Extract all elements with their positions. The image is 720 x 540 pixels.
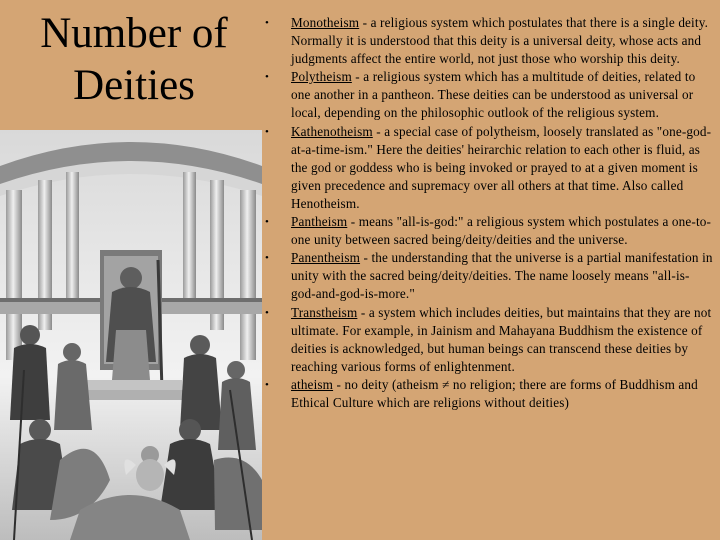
bullet: • [265, 216, 270, 229]
olympian-gods-engraving [0, 130, 262, 540]
definition-text: - a religious system which has a multitude of deities, related to one another in a pantheon. These deities can be understood as universal or local, depending on the philosophic outlook of the religious system. [291, 69, 696, 121]
bullet: • [265, 125, 270, 138]
definition-text: - a system which includes deities, but maintains that they are not ultimate. For example, in Jainism and Mahayana Buddhism the existence of deities is acknowledged, but human beings can transcend these deities by reaching various forms of enlightenment. [291, 304, 712, 374]
term-atheism: atheism [291, 376, 334, 392]
term-panentheism: Panentheism [291, 250, 361, 266]
bullet: • [265, 378, 270, 391]
bullet: • [265, 17, 270, 29]
list-item [262, 68, 714, 122]
list-item [262, 14, 714, 68]
term-kathenotheism: Kathenotheism [291, 123, 373, 139]
definition-text: - a religious system which postulates that there is a single deity. Normally it is understood that this deity is a universal deity, whose acts and judgments affect the entire world, not just those who worship this deity. [291, 15, 709, 67]
deity-definitions-list [262, 14, 714, 412]
bullet: • [265, 252, 270, 265]
definition-text: - no deity (atheism ≠ no religion; there are forms of Buddhism and Ethical Culture which are religions without deities) [291, 376, 698, 410]
bullet: • [265, 306, 270, 319]
list-item [262, 304, 714, 376]
list-item [262, 376, 714, 412]
slide-title [14, 8, 254, 112]
slide-title-line-2: Deities [73, 62, 195, 109]
list-item [262, 213, 714, 249]
list-item [262, 249, 714, 303]
term-polytheism: Polytheism [291, 69, 352, 85]
term-monotheism: Monotheism [291, 15, 360, 30]
slide-title-line-1: Number of [40, 10, 228, 57]
definition-text: - means "all-is-god:" a religious system which postulates a one-to-one unity between sacred being/deity/deities and the universe. [291, 214, 712, 248]
definition-text: - the understanding that the universe is a partial manifestation in unity with the sacred being/deity/deities. The name loosely means "all-is-god-and-god-is-more." [291, 250, 713, 302]
term-transtheism: Transtheism [291, 304, 358, 320]
list-item [262, 123, 714, 213]
definition-text: - a special case of polytheism, loosely translated as "one-god-at-a-time-ism." Here the deities' heirarchic relation to each other is fluid, as the god or goddess who is being invoked or prayed to at a given moment is given precedence and supremacy over all others at that time. Also called Henotheism. [291, 123, 712, 211]
bullet: • [265, 71, 270, 84]
term-pantheism: Pantheism [291, 214, 348, 230]
